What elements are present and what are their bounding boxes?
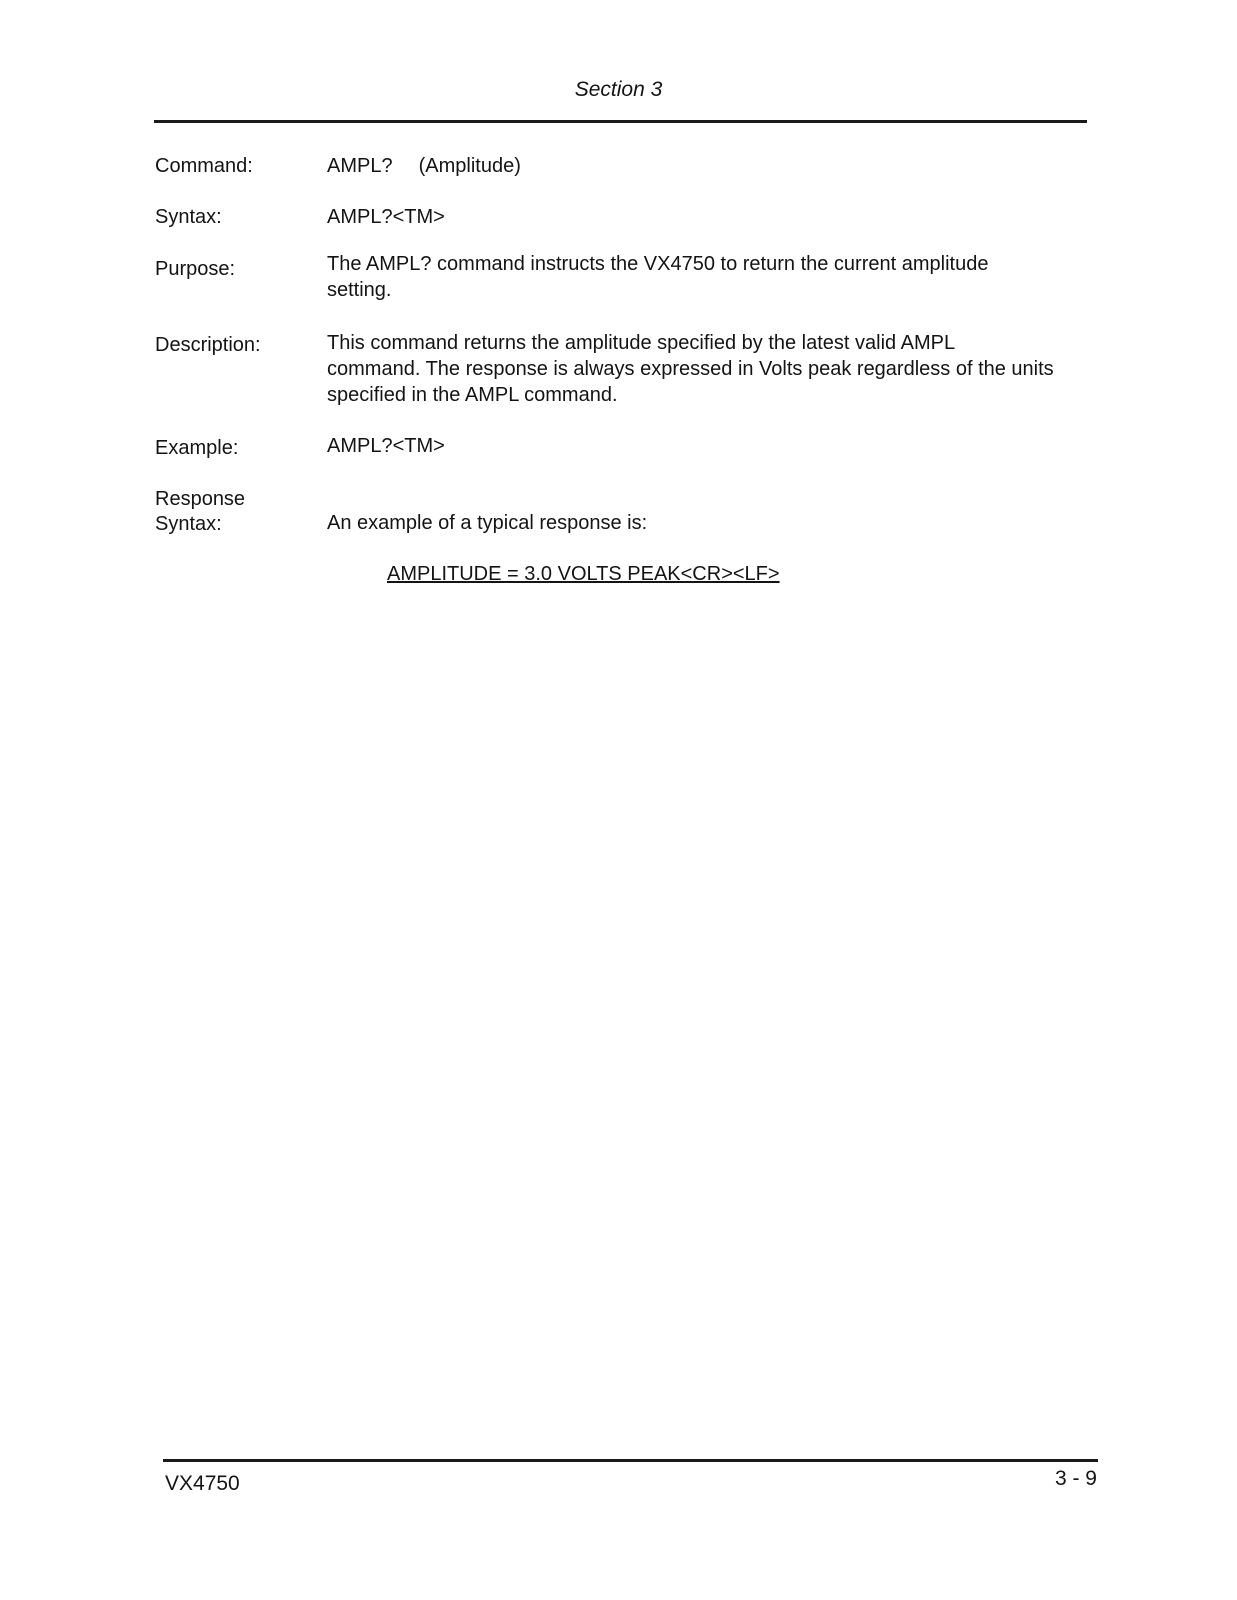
syntax-label: Syntax: [155, 206, 222, 228]
syntax-value: AMPL?<TM> [327, 206, 445, 228]
purpose-text [327, 251, 1097, 303]
response-example: AMPLITUDE = 3.0 VOLTS PEAK<CR><LF> [387, 563, 780, 585]
footer-divider [163, 1459, 1098, 1462]
page-number: 3 - 9 [1054, 1467, 1097, 1490]
description-line: command. The response is always expressed in Volts peak regardless of the units [327, 358, 1054, 380]
example-value: AMPL?<TM> [327, 435, 445, 457]
description-line: specified in the AMPL command. [327, 384, 618, 406]
command-label: Command: [155, 155, 253, 177]
purpose-line: setting. [327, 279, 392, 301]
description-text [327, 330, 1097, 408]
response-intro: An example of a typical response is: [327, 512, 648, 534]
section-title: Section 3 [574, 78, 663, 101]
command-value [327, 153, 1097, 179]
description-line: This command returns the amplitude specified by the latest valid AMPL [327, 332, 956, 354]
response-syntax-label-line1: Response [155, 488, 246, 510]
command-name: AMPL? [327, 155, 393, 177]
example-label: Example: [155, 437, 239, 459]
command-description: (Amplitude) [418, 155, 521, 177]
footer-product: VX4750 [165, 1472, 240, 1495]
purpose-line: The AMPL? command instructs the VX4750 to return the current amplitude [327, 253, 989, 275]
header-divider [154, 120, 1087, 123]
response-syntax-label-line2: Syntax: [155, 513, 222, 535]
purpose-label: Purpose: [155, 258, 236, 280]
description-label: Description: [155, 334, 261, 356]
